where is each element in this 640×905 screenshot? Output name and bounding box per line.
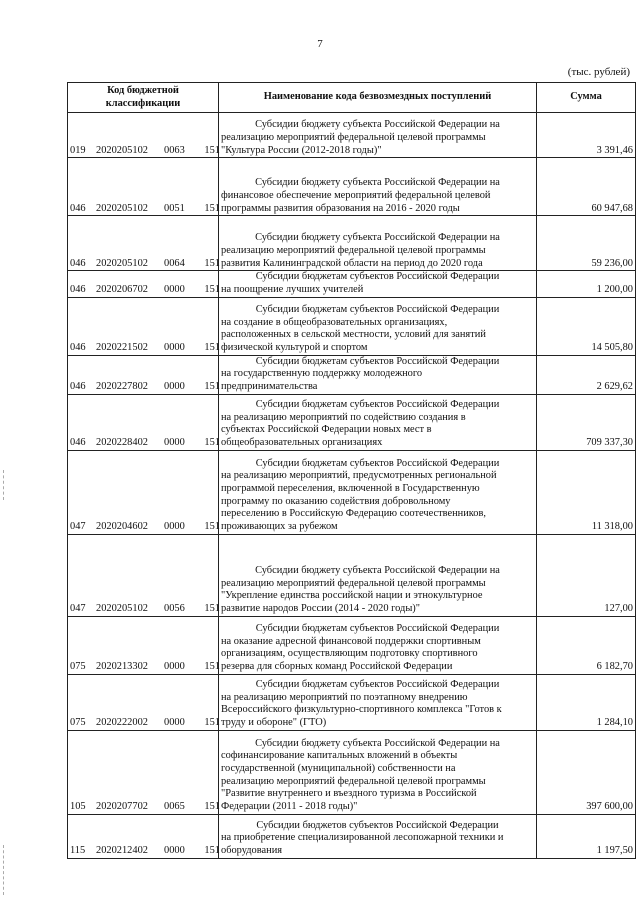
- income-code: 2020204602: [96, 521, 148, 533]
- income-code: 2020205102: [96, 257, 148, 269]
- income-name-line: программы развития образования на 2016 - 2020 годы: [221, 202, 460, 214]
- table-row: [68, 216, 636, 271]
- table-row: [68, 450, 636, 534]
- economic-code: 151: [204, 342, 220, 354]
- program-code: 0000: [164, 661, 185, 673]
- budget-code-cell: [68, 271, 219, 297]
- income-name-line: финансовое обеспечение мероприятий федеральной целевой: [221, 190, 491, 201]
- program-code: 0000: [164, 342, 185, 354]
- admin-code: 115: [70, 845, 86, 857]
- income-name-line: развитие народов России (2014 - 2020 годы)": [221, 603, 420, 615]
- income-code: 2020212402: [96, 845, 148, 857]
- budget-code-cell: [68, 450, 219, 534]
- sum-cell: 59 236,00: [537, 216, 636, 271]
- program-code: 0000: [164, 717, 185, 729]
- income-name-line: Субсидии бюджетам субъектов Российской Федерации: [255, 623, 500, 635]
- income-name-line: софинансирование капитальных вложений в объекты: [221, 750, 458, 762]
- income-name-line: расположенных в сельской местности, условий для занятий: [221, 329, 486, 341]
- income-name-line: Субсидии бюджетов субъектов Российской Федерации: [256, 819, 499, 831]
- table-row: [68, 534, 636, 616]
- header-sum: Сумма: [537, 83, 636, 113]
- income-name-line: физической культурой и спортом: [221, 342, 368, 354]
- sum-cell: 3 391,46: [537, 113, 636, 158]
- budget-table: [67, 82, 636, 859]
- income-name-line: развития Калининградской области на период до 2020 года: [221, 257, 483, 269]
- units-label: (тыс. рублей): [567, 66, 630, 78]
- table-row: [68, 355, 636, 394]
- income-name-line: предпринимательства: [221, 381, 318, 393]
- income-name-cell: [219, 450, 537, 534]
- sum-cell: 709 337,30: [537, 394, 636, 450]
- table-header-row: [68, 83, 636, 113]
- income-name-line: на приобретение специализированной лесопожарной техники и: [221, 832, 504, 844]
- economic-code: 151: [204, 202, 220, 214]
- table-row: [68, 158, 636, 216]
- income-name-line: программой переселения, включенной в Государственную: [221, 483, 480, 495]
- sum-cell: 1 284,10: [537, 674, 636, 730]
- income-name-cell: [219, 814, 537, 858]
- budget-code-cell: [68, 158, 219, 216]
- admin-code: 047: [70, 603, 86, 615]
- admin-code: 075: [70, 717, 86, 729]
- sum-cell: 1 197,50: [537, 814, 636, 858]
- income-name-cell: [219, 271, 537, 297]
- budget-code-cell: [68, 355, 219, 394]
- income-name-line: на оказание адресной финансовой поддержки спортивным: [221, 635, 481, 647]
- income-name-line: Субсидии бюджетам субъектов Российской Федерации: [255, 457, 500, 469]
- header-code: Код бюджетной классификации: [68, 83, 219, 113]
- table-row: [68, 616, 636, 674]
- sum-cell: 1 200,00: [537, 271, 636, 297]
- table-row: [68, 730, 636, 814]
- income-code: 2020227802: [96, 381, 148, 393]
- admin-code: 046: [70, 284, 86, 296]
- sum-cell: 6 182,70: [537, 616, 636, 674]
- income-name-line: резерва для сборных команд Российской Федерации: [221, 661, 453, 673]
- economic-code: 151: [204, 801, 220, 813]
- economic-code: 151: [204, 437, 220, 449]
- income-name-line: на реализацию мероприятий по содействию создания в: [221, 411, 466, 423]
- table-row: [68, 297, 636, 355]
- program-code: 0000: [164, 284, 185, 296]
- budget-code-cell: [68, 113, 219, 158]
- income-name-line: "Культура России (2012-2018 годы)": [221, 144, 382, 156]
- economic-code: 151: [204, 661, 220, 673]
- income-name-cell: [219, 216, 537, 271]
- margin-dashed-line-bottom: [3, 845, 4, 895]
- income-code: 2020205102: [96, 603, 148, 615]
- income-name-line: Субсидии бюджету субъекта Российской Федерации на: [255, 565, 500, 577]
- program-code: 0065: [164, 801, 185, 813]
- income-code: 2020228402: [96, 437, 148, 449]
- income-name-line: на создание в общеобразовательных организациях,: [221, 316, 448, 328]
- economic-code: 151: [204, 717, 220, 729]
- income-name-line: Субсидии бюджетам субъектов Российской Федерации: [255, 304, 500, 315]
- income-name-cell: [219, 674, 537, 730]
- income-name-line: Субсидии бюджету субъекта Российской Федерации на: [255, 232, 500, 244]
- table-row: [68, 271, 636, 297]
- income-name-line: Всероссийского физкультурно-спортивного комплекса "Готов к: [221, 704, 502, 716]
- header-name: Наименование кода безвозмездных поступлений: [219, 83, 537, 113]
- economic-code: 151: [204, 144, 220, 156]
- income-code: 2020206702: [96, 284, 148, 296]
- income-name-line: проживающих за рубежом: [221, 521, 338, 533]
- admin-code: 105: [70, 801, 86, 813]
- budget-code-cell: [68, 394, 219, 450]
- budget-code-cell: [68, 730, 219, 814]
- economic-code: 151: [204, 845, 220, 857]
- income-name-line: переселению в Российскую Федерацию соотечественников,: [221, 508, 486, 520]
- income-name-line: оборудования: [221, 845, 283, 857]
- income-code: 2020221502: [96, 342, 148, 354]
- economic-code: 151: [204, 603, 220, 615]
- income-name-line: организациям, осуществляющим подготовку спортивного: [221, 648, 478, 660]
- income-name-cell: [219, 297, 537, 355]
- economic-code: 151: [204, 284, 220, 296]
- income-code: 2020205102: [96, 202, 148, 214]
- admin-code: 047: [70, 521, 86, 533]
- income-name-cell: [219, 355, 537, 394]
- income-name-line: на реализацию мероприятий по поэтапному внедрению: [221, 691, 468, 703]
- economic-code: 151: [204, 257, 220, 269]
- income-name-line: на поощрение лучших учителей: [221, 284, 364, 296]
- budget-code-cell: [68, 674, 219, 730]
- table-body: [68, 113, 636, 858]
- income-name-line: реализацию мероприятий федеральной целевой программы: [221, 132, 486, 143]
- sum-cell: 14 505,80: [537, 297, 636, 355]
- program-code: 0056: [164, 603, 185, 615]
- budget-code-cell: [68, 616, 219, 674]
- income-name-line: субъектах Российской Федерации новых мест в: [221, 424, 432, 436]
- admin-code: 046: [70, 202, 86, 214]
- income-name-cell: [219, 534, 537, 616]
- sum-cell: 11 318,00: [537, 450, 636, 534]
- income-name-cell: [219, 113, 537, 158]
- budget-code-cell: [68, 814, 219, 858]
- income-name-line: реализацию мероприятий федеральной целевой программы: [221, 577, 486, 589]
- income-name-line: Субсидии бюджетам субъектов Российской Федерации: [255, 271, 500, 283]
- income-name-line: Субсидии бюджету субъекта Российской Федерации на: [255, 737, 500, 749]
- program-code: 0000: [164, 845, 185, 857]
- sum-cell: 397 600,00: [537, 730, 636, 814]
- table-row: [68, 113, 636, 158]
- program-code: 0000: [164, 521, 185, 533]
- program-code: 0000: [164, 437, 185, 449]
- income-name-line: Субсидии бюджету субъекта Российской Федерации на: [255, 177, 500, 189]
- table-row: [68, 394, 636, 450]
- table-row: [68, 814, 636, 858]
- income-name-line: реализацию мероприятий федеральной целевой программы: [221, 775, 486, 787]
- admin-code: 046: [70, 381, 86, 393]
- sum-cell: 60 947,68: [537, 158, 636, 216]
- economic-code: 151: [204, 381, 220, 393]
- sum-cell: 127,00: [537, 534, 636, 616]
- program-code: 0000: [164, 381, 185, 393]
- income-name-line: "Укрепление единства российской нации и этнокультурное: [221, 590, 483, 602]
- income-name-cell: [219, 158, 537, 216]
- income-name-line: Субсидии бюджетам субъектов Российской Федерации: [255, 679, 500, 691]
- income-name-cell: [219, 730, 537, 814]
- admin-code: 046: [70, 437, 86, 449]
- income-name-cell: [219, 394, 537, 450]
- admin-code: 019: [70, 144, 86, 156]
- program-code: 0063: [164, 144, 185, 156]
- table-row: [68, 674, 636, 730]
- sum-cell: 2 629,62: [537, 355, 636, 394]
- income-name-line: Субсидии бюджетам субъектов Российской Федерации: [255, 355, 500, 367]
- income-name-cell: [219, 616, 537, 674]
- income-name-line: программу по оказанию содействия добровольному: [221, 495, 451, 507]
- program-code: 0064: [164, 257, 185, 269]
- program-code: 0051: [164, 202, 185, 214]
- income-code: 2020205102: [96, 144, 148, 156]
- income-name-line: на реализацию мероприятий, предусмотренных региональной: [221, 470, 497, 482]
- income-code: 2020222002: [96, 717, 148, 729]
- income-name-line: "Развитие внутреннего и въездного туризма в Российской: [221, 788, 477, 800]
- margin-dashed-line-top: [3, 470, 4, 500]
- income-name-line: на государственную поддержку молодежного: [221, 368, 423, 380]
- page-number: 7: [317, 38, 323, 50]
- income-name-line: государственной (муниципальной) собственности на: [221, 763, 456, 775]
- budget-code-cell: [68, 297, 219, 355]
- income-name-line: труду и обороне" (ГТО): [221, 717, 327, 729]
- admin-code: 075: [70, 661, 86, 673]
- income-code: 2020207702: [96, 801, 148, 813]
- income-name-line: Субсидии бюджету субъекта Российской Федерации на: [255, 119, 500, 131]
- income-name-line: Субсидии бюджетам субъектов Российской Федерации: [255, 399, 500, 411]
- income-name-line: общеобразовательных организациях: [221, 437, 383, 449]
- budget-code-cell: [68, 534, 219, 616]
- economic-code: 151: [204, 521, 220, 533]
- income-code: 2020213302: [96, 661, 148, 673]
- admin-code: 046: [70, 257, 86, 269]
- income-name-line: реализацию мероприятий федеральной целевой программы: [221, 245, 486, 256]
- admin-code: 046: [70, 342, 86, 354]
- budget-code-cell: [68, 216, 219, 271]
- income-name-line: Федерации (2011 - 2018 годы)": [221, 801, 358, 813]
